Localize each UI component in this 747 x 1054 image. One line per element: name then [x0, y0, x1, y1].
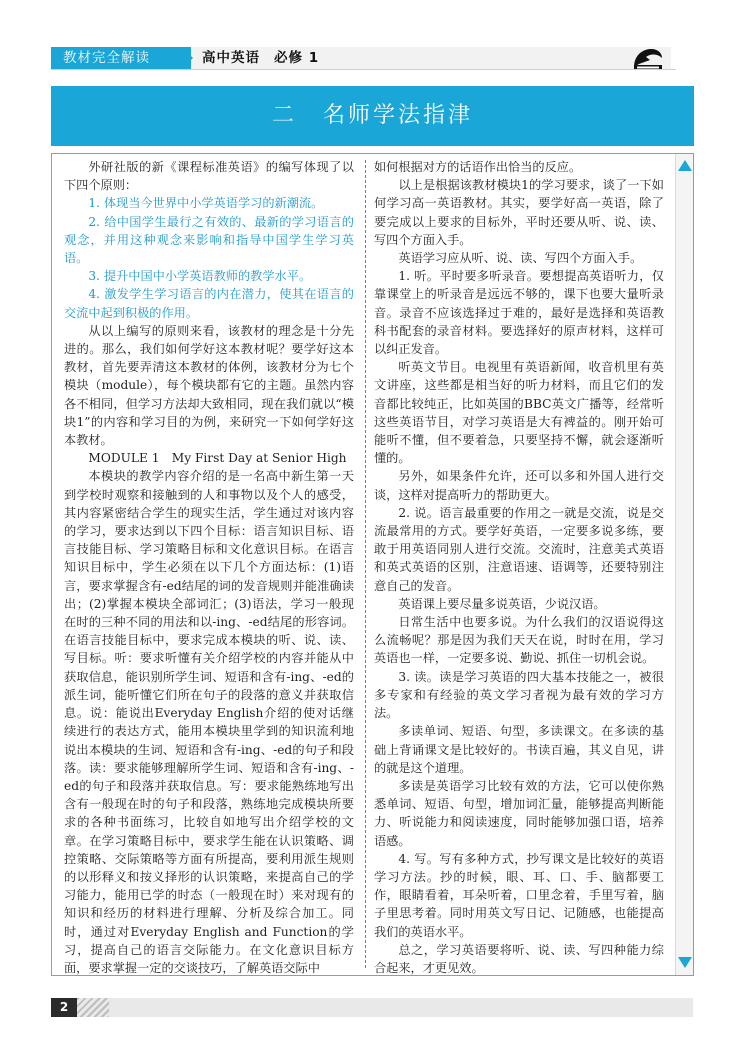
paragraph: 以上是根据该教材模块1的学习要求，谈了一下如何学习高一英语教材。其实，要学好高一英语，除了要完成以上要求的目标外，平时还要从听、说、读、写四个方面入手。	[374, 178, 664, 247]
right-column	[374, 158, 664, 977]
paragraph: 多读单词、短语、句型，多读课文。在多读的基础上背诵课文是比较好的。书读百遍，其义自见，讲的就是这个道理。	[374, 724, 664, 775]
paragraph: 本模块的教学内容介绍的是一名高中新生第一天到学校时观察和接触到的人和事物以及个人的感受，其内容紧密结合学生的现实生活，学生通过对该内容的学习，要求达到以下四个目标：语言知识目标、语言技能目标、学习策略目标和文化意识目标。在语言知识目标中，学生必须在以下几个方面达标：(1)语言，要求掌握含有-ed结尾的词的发音规则并能准确读出；(2)掌握本模块全部词汇；(3)语法，学习一般现在时的三种不同的用法和以-ing、-ed结尾的形容词。在语言技能目标中，要求完成本模块的听、说、读、写目标。听：要求听懂有关介绍学校的内容并能从中获取信息，能识别所学生词、短语和含有-ing、-ed的派生词，能听懂它们所在句子的段落的意义并获取信息。说：能说出Everyday English介绍的使对话继续进行的表达方式，能用本模块里学到的知识流利地说出本模块的生词、短语和含有-ing、-ed的句子和段落。读：要求能够理解所学生词、短语和含有-ing、-ed的句子和段落并获取信息。写：要求能熟练地写出含有一般现在时的句子和段落，熟练地完成模块所要求的各种书面练习，比较自如地写出介绍学校的文章。在学习策略目标中，要求学生能在认识策略、调控策略、交际策略等方面有所提高，要利用派生规则的以形释义和按义择形的认识策略，来提高自己的学习能力，能用已学的时态（一般现在时）来对现有的知识和经历的材料进行理解、分析及综合加工。同时，通过对Everyday English and Function的学习，提高自己的语言交际能力。在文化意识目标方面，要求掌握一定的交谈技巧，了解英语交际中	[64, 469, 354, 975]
header-title	[202, 47, 333, 69]
section-title: 名师学法指津	[323, 103, 474, 128]
scroll-down-arrow-icon[interactable]	[678, 957, 692, 968]
paragraph: 外研社版的新《课程标准英语》的编写体现了以下四个原则：	[64, 160, 354, 193]
page-number: 2	[51, 998, 77, 1017]
principle-2: 2. 给中国学生最行之有效的、最新的学习语言的观念，并用这种观念来影响和指导中国学生学习英语。	[64, 214, 354, 266]
paragraph: 听英文节目。电视里有英语新闻，收音机里有英文讲座，这些都是相当好的听力材料，而且它们的发音都比较纯正，比如英国的BBC英文广播等，经常听这些英语节目，对学习英语是大有裨益的。刚开始可能听不懂，但不要着急，只要坚持不懈，就会逐渐听懂的。	[374, 360, 664, 466]
paragraph-speaking: 2. 说。语言最重要的作用之一就是交流，说是交流最常用的方式。要学好英语，一定要多说多练，要敢于用英语同别人进行交流。交流时，注意美式英语和英式英语的区别，注意语速、语调等，还要特别注意自己的发音。	[374, 505, 664, 593]
paragraph: 总之，学习英语要将听、说、读、写四种能力综合起来，才更见效。	[374, 942, 664, 975]
header-tag-arrow	[182, 47, 193, 69]
paragraph: 另外，如果条件允许，还可以多和外国人进行交谈，这样对提高听力的帮助更大。	[374, 469, 664, 502]
header-tag: 教材完全解读	[51, 47, 191, 69]
paragraph-writing: 4. 写。写有多种方式，抄写课文是比较好的英语学习方法。抄的时候，眼、耳、口、手、脑都要工作，眼睛看着，耳朵听着，口里念着，手里写着，脑子里思考着。同时用英文写日记、记随感，也能提高我们的英语水平。	[374, 851, 664, 939]
footer-bar	[51, 998, 693, 1017]
scroll-up-arrow-icon[interactable]	[678, 160, 692, 171]
paragraph-listening: 1. 听。平时要多听录音。要想提高英语听力，仅靠课堂上的听录音是远远不够的，课下也要大量听录音。录音不应该选择过于难的，最好是选择和英语教科书配套的录音材料。要选择好的原声材料，这样可以纠正发音。	[374, 269, 664, 357]
page-header	[0, 0, 747, 80]
paragraph: 英语课上要尽量多说英语，少说汉语。	[398, 596, 606, 611]
footer-stripe	[77, 998, 109, 1017]
principle-4: 4. 激发学生学习语言的内在潜力，使其在语言的交流中起到积极的作用。	[64, 287, 354, 320]
paragraph: 日常生活中也要多说。为什么我们的汉语说得这么流畅呢？那是因为我们天天在说，时时在用，学习英语也一样，一定要多说、勤说、抓住一切机会说。	[374, 615, 664, 666]
left-column	[64, 158, 354, 977]
section-banner	[51, 86, 694, 146]
section-heading	[51, 86, 694, 146]
scrollbar-track[interactable]	[675, 154, 693, 975]
section-number: 二	[271, 103, 297, 128]
header-subject: 高中英语	[202, 50, 260, 66]
header-rule	[51, 69, 676, 70]
publisher-logo-icon	[631, 45, 665, 71]
paragraph: 从以上编写的原则来看，该教材的理念是十分先进的。那么，我们如何学好这本教材呢？要学好这本教材，首先要弄清这本教材的体例，该教材分为七个模块（module），每个模块都有它的主题。虽然内容各不相同，但学习方法却大致相同，现在我们就以“模块1”的内容和学习目的为例，来研究一下如何学好这本教材。	[64, 323, 354, 448]
header-volume: 必修 1	[274, 50, 320, 66]
principle-1: 1. 体现当今世界中小学英语学习的新潮流。	[88, 196, 324, 211]
paragraph: 英语学习应从听、说、读、写四个方面入手。	[398, 251, 643, 266]
paragraph: 如何根据对方的话语作出恰当的反应。	[374, 160, 582, 174]
paragraph-reading: 3. 读。读是学习英语的四大基本技能之一，被很多专家和有经验的英文学习者视为最有效的学习方法。	[374, 669, 664, 721]
paragraph: 多读是英语学习比较有效的方法，它可以使你熟悉单词、短语、句型，增加词汇量，能够提高判断能力、听说能力和阅读速度，同时能够加强口语，培养语感。	[374, 778, 664, 848]
column-divider	[365, 160, 366, 968]
module-heading: MODULE 1 My First Day at Senior High	[88, 451, 347, 466]
principle-3: 3. 提升中国中小学英语教师的教学水平。	[88, 269, 312, 284]
